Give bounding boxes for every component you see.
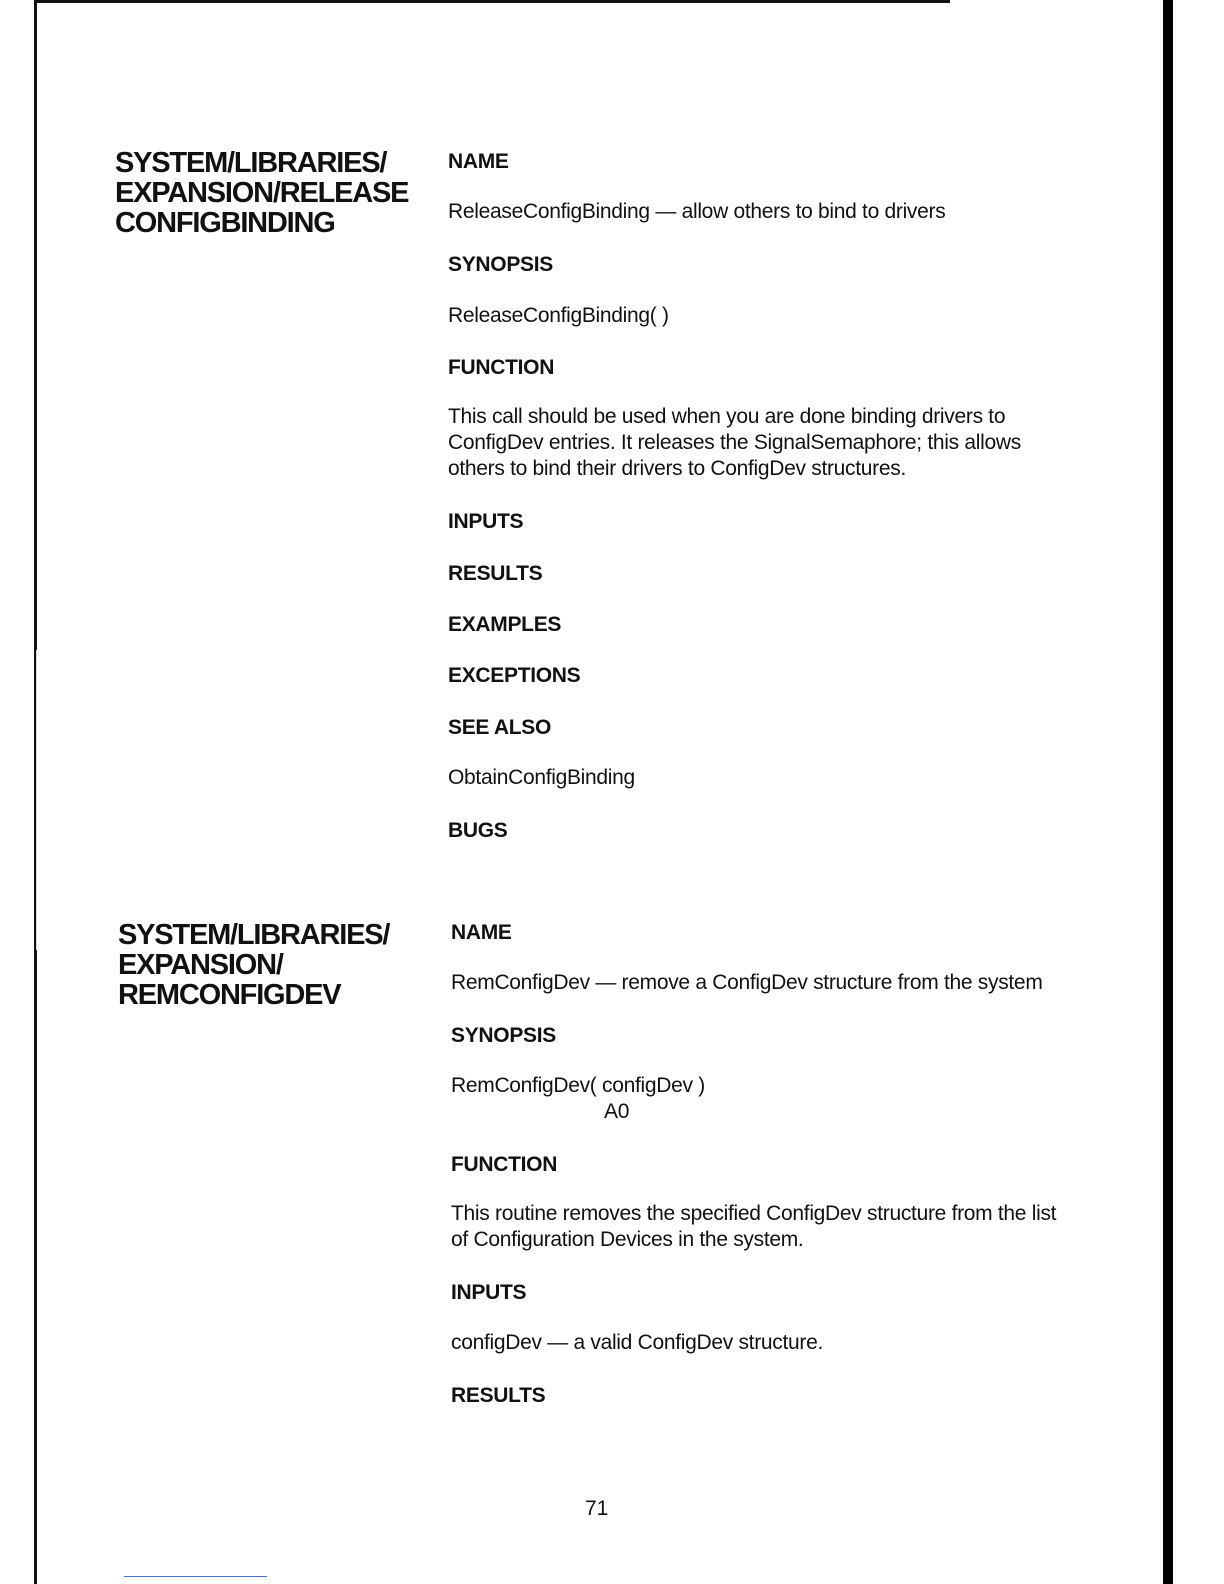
section-heading-function: FUNCTION [451, 1153, 558, 1176]
section-heading-see-also: SEE ALSO [448, 716, 552, 739]
page-number: 71 [585, 1497, 609, 1520]
scan-edge-top [36, 0, 950, 3]
section-heading-inputs: INPUTS [451, 1281, 527, 1304]
entry-title-line: EXPANSION/RELEASE [115, 177, 409, 209]
function-line: This call should be used when you are done binding drivers to [448, 405, 1006, 428]
entry-title-line: REMCONFIGDEV [118, 979, 341, 1011]
scan-bottom-line [124, 1576, 267, 1577]
synopsis-call: RemConfigDev( configDev ) [451, 1074, 705, 1097]
entry-title-line: CONFIGBINDING [115, 207, 335, 239]
function-line: This routine removes the specified ConfigDev structure from the list [451, 1202, 1057, 1225]
section-heading-results: RESULTS [451, 1384, 546, 1407]
scan-faint-line [36, 650, 37, 950]
section-body-synopsis: ReleaseConfigBinding( ) [448, 304, 669, 327]
section-body-synopsis [451, 1073, 1111, 1125]
section-body-function [451, 1201, 1151, 1253]
section-body-name: ReleaseConfigBinding — allow others to bind to drivers [448, 200, 946, 223]
function-line: others to bind their drivers to ConfigDev structures. [448, 457, 906, 480]
section-heading-results: RESULTS [448, 562, 543, 585]
entry-title-line: EXPANSION/ [118, 949, 283, 981]
entry-title [118, 920, 389, 1010]
entry-title-line: SYSTEM/LIBRARIES/ [118, 919, 390, 951]
entry-title-line: SYSTEM/LIBRARIES/ [115, 147, 387, 179]
section-heading-examples: EXAMPLES [448, 613, 562, 636]
section-body-see-also: ObtainConfigBinding [448, 766, 635, 789]
section-heading-function: FUNCTION [448, 356, 555, 379]
section-heading-inputs: INPUTS [448, 510, 524, 533]
section-heading-bugs: BUGS [448, 819, 508, 842]
section-heading-synopsis: SYNOPSIS [448, 253, 553, 276]
scan-edge-right [1163, 0, 1173, 1584]
section-heading-name: NAME [451, 921, 512, 944]
section-body-name: RemConfigDev — remove a ConfigDev structure from the system [451, 971, 1043, 994]
section-heading-name: NAME [448, 150, 509, 173]
function-line: ConfigDev entries. It releases the SignalSemaphore; this allows [448, 431, 1021, 454]
section-heading-exceptions: EXCEPTIONS [448, 664, 581, 687]
section-body-inputs: configDev — a valid ConfigDev structure. [451, 1331, 823, 1354]
synopsis-register: A0 [604, 1100, 630, 1123]
section-heading-synopsis: SYNOPSIS [451, 1024, 556, 1047]
entry-title [115, 148, 408, 238]
section-body-function [448, 404, 1108, 482]
function-line: of Configuration Devices in the system. [451, 1228, 804, 1251]
